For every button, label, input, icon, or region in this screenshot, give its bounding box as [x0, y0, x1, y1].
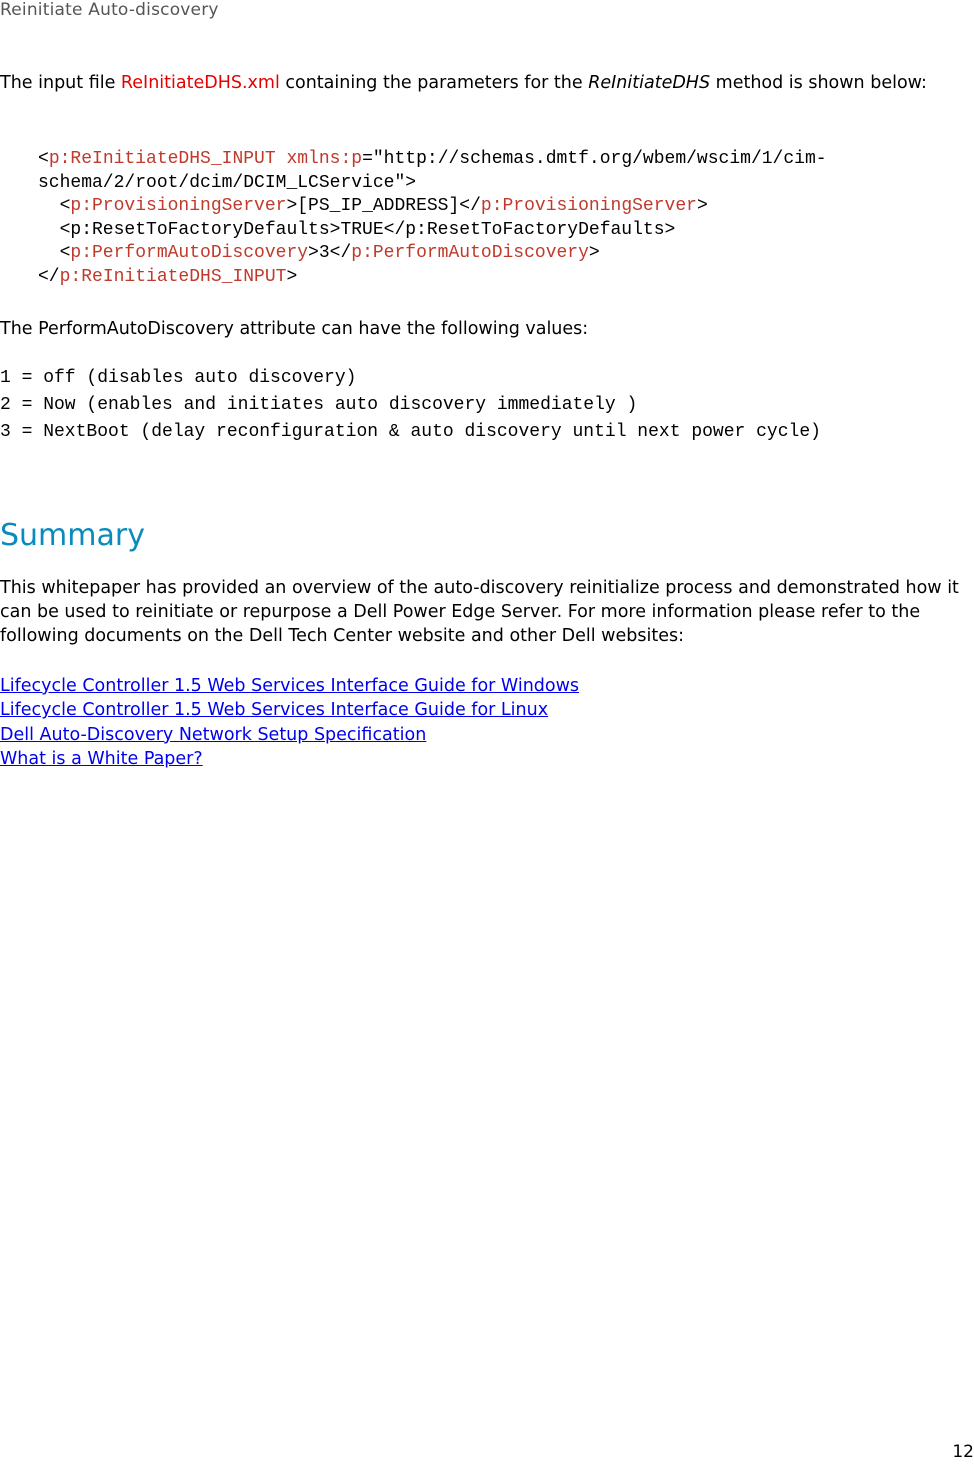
- xml-bracket: >: [696, 196, 708, 216]
- xml-line-2: schema/2/root/dcim/DCIM_LCService">: [38, 172, 417, 193]
- value-line: 3 = NextBoot (delay reconfiguration & auto discovery until next power cycle): [0, 422, 821, 442]
- intro-prefix: The input file: [0, 73, 121, 93]
- link-auto-discovery-spec[interactable]: Dell Auto-Discovery Network Setup Specification: [0, 724, 427, 745]
- xml-line-1: [38, 148, 827, 172]
- xml-tag: p:ReInitiateDHS_INPUT: [59, 266, 287, 287]
- xml-text: >[PS_IP_ADDRESS]</: [286, 196, 481, 216]
- value-line: 1 = off (disables auto discovery): [0, 368, 357, 388]
- link-lc-ws-windows[interactable]: Lifecycle Controller 1.5 Web Services Interface Guide for Windows: [0, 676, 580, 696]
- xml-line-4: <p:ResetToFactoryDefaults>TRUE</p:ResetToFactoryDefaults>: [38, 219, 676, 240]
- xml-tag: p:ProvisioningServer: [480, 196, 697, 216]
- xml-bracket: </: [38, 266, 60, 287]
- intro-middle: containing the parameters for the: [279, 73, 589, 93]
- xml-bracket: <: [38, 196, 71, 216]
- values-list: [0, 365, 821, 446]
- xml-bracket: >: [286, 266, 298, 287]
- xml-bracket: <: [38, 243, 71, 263]
- xml-bracket: >: [588, 243, 600, 263]
- input-filename: ReInitiateDHS.xml: [120, 73, 280, 93]
- summary-heading: Summary: [0, 518, 145, 553]
- link-white-paper[interactable]: What is a White Paper?: [0, 748, 203, 769]
- xml-text: ="http://schemas.dmtf.org/wbem/wscim/1/cim-: [362, 149, 827, 169]
- method-name: ReInitiateDHS: [588, 73, 711, 93]
- xml-line-6: [38, 266, 827, 290]
- xml-tag: p:PerformAutoDiscovery: [70, 243, 309, 263]
- reference-links: [0, 674, 579, 771]
- running-header: Reinitiate Auto-discovery: [0, 0, 219, 20]
- xml-tag: p:PerformAutoDiscovery: [351, 243, 589, 263]
- attribute-intro: The PerformAutoDiscovery attribute can have the following values:: [0, 319, 589, 339]
- xml-line-3: [38, 195, 827, 219]
- intro-suffix: method is shown below:: [710, 73, 927, 93]
- page-number: 12: [952, 1442, 974, 1462]
- summary-paragraph: This whitepaper has provided an overview of the auto-discovery reinitialize process and demonstrated how it can be used to reinitiate or repurpose a Dell Power Edge Server. For more information please refer to the following documents on the Dell Tech Center website and other Dell websites:: [0, 578, 959, 646]
- xml-text: >3</: [308, 243, 352, 263]
- xml-code-block: [38, 148, 827, 289]
- xml-tag: p:ProvisioningServer: [70, 196, 287, 216]
- value-line: 2 = Now (enables and initiates auto discovery immediately ): [0, 395, 638, 415]
- xml-tag: p:ReInitiateDHS_INPUT xmlns:p: [48, 149, 363, 169]
- link-lc-ws-linux[interactable]: Lifecycle Controller 1.5 Web Services Interface Guide for Linux: [0, 700, 549, 721]
- xml-bracket: <: [38, 149, 49, 169]
- intro-paragraph: [0, 69, 960, 97]
- xml-line-5: [38, 242, 827, 266]
